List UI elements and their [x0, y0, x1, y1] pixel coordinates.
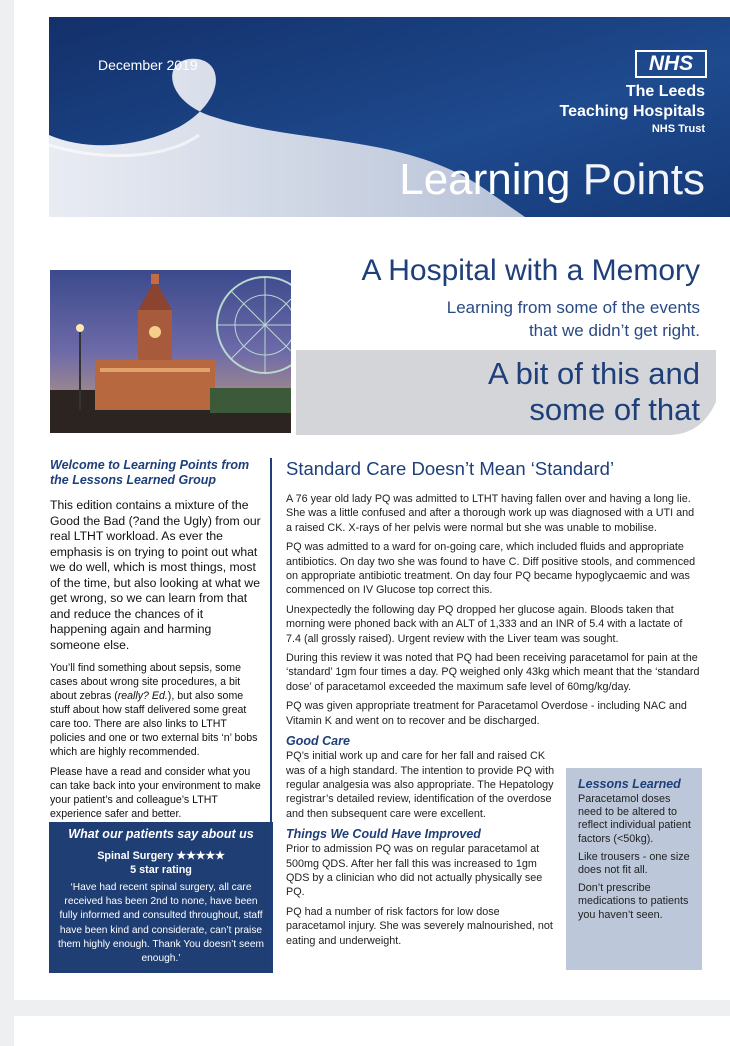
left-column: [50, 458, 262, 827]
newsletter-title: [399, 155, 705, 205]
improve-paragraph-2: PQ had a number of risk factors for low dose paracetamol injury. She was severely malnourished, not eating and underweight.: [286, 905, 553, 947]
lesson-3: Don’t prescribe medications to patients you haven’t seen.: [578, 882, 689, 921]
contents-text-a: You’ll find something about sepsis, some cases about wrong site procedures, a bit about zebras (: [50, 662, 241, 702]
next-page-edge: [14, 1016, 730, 1046]
issue-date: December 2019: [98, 57, 198, 73]
editor-aside: really? Ed.: [117, 690, 168, 702]
patient-feedback-heading: What our patients say about us: [68, 827, 254, 841]
trust-name-line1: The Leeds: [625, 83, 705, 100]
memory-subtitle-line2: that we didn’t get right.: [528, 321, 700, 340]
article-paragraph-4: During this review it was noted that PQ had been receiving paracetamol for pain at the ‘standard’ 1gm four times a day. PQ weighed only 43kg which meant that the ‘standard dose’ of paracetamol exceeded the maximum safe level of 60mg/kg/day.: [286, 652, 700, 693]
title-light: Points: [570, 155, 705, 204]
article-paragraph-3: Unexpectedly the following day PQ dropped her glucose again. Bloods taken that morning were phoned back with an ALT of 1,333 and an INR of 5.4 with a lactate of 7.4 (all grossly raised). Urgent review with the Liver team was sought.: [286, 603, 683, 645]
article-heading: Standard Care Doesn’t Mean ‘Standard’: [286, 458, 615, 479]
improve-paragraph-1: Prior to admission PQ was on regular paracetamol at 500mg QDS. After her fall this was increased to 1gm QDS by a clinician who did not actually physically see PQ.: [286, 843, 543, 899]
patient-feedback-specialty: Spinal Surgery ★★★★★: [97, 850, 225, 862]
town-hall-photo: [50, 270, 291, 433]
section-heading-memory: A Hospital with a Memory: [361, 254, 700, 287]
lessons-learned-box: [566, 768, 702, 970]
call-to-action-paragraph: Please have a read and consider what you can take back into your environment to make your patient’s and colleague’s LTHT experience safer and better.: [50, 766, 261, 820]
trust-name-line3: NHS Trust: [651, 123, 705, 135]
welcome-heading: Welcome to Learning Points from the Lessons Learned Group: [50, 458, 250, 487]
article-paragraph-1: A 76 year old lady PQ was admitted to LTHT having fallen over and having a long lie. She was a little confused and after a thorough work up was diagnosed with a UTI and a raised CK. X-rays of her pelvis were normal but she was unable to mobilise.: [286, 493, 695, 534]
contents-paragraph: [50, 661, 262, 759]
good-care-paragraph: PQ’s initial work up and care for her fall and raised CK was of a high standard. The intention to provide PQ with regular analgesia was also appropriate. The Hepatology registrar’s detailed review, identification of the overdose and then subsequent care were excellent.: [286, 750, 555, 820]
header-banner: [49, 17, 730, 217]
patient-feedback-quote: ‘Have had recent spinal surgery, all care received has been 2nd to none, have been fully informed and consulted throughout, staff have been kind and considerate, can’t praise them highly enough. Thank You doesn’t seem enough.’: [58, 882, 264, 965]
intro-paragraph: This edition contains a mixture of the Good the Bad (?and the Ugly) from our real LTHT workload. As ever the emphasis is on trying to point out what we do well, which is most things, most of the time, but also looking at what we get wrong, so we can learn from that and reduce the chances of it happening again and harming someone else.: [50, 498, 261, 652]
contents-text-b: ), but also some stuff about how staff delivered some great care too. There are also links to LTHT policies and one or two external bits ‘n’ bobs which are highly recommended.: [50, 690, 258, 758]
column-divider: [270, 458, 272, 970]
patient-feedback-box: [49, 822, 273, 973]
newsletter-page: [14, 0, 730, 1000]
lessons-heading: Lessons Learned: [578, 777, 681, 791]
patient-feedback-rating: 5 star rating: [130, 864, 192, 876]
good-care-heading: Good Care: [286, 734, 350, 749]
trust-name-line2: Teaching Hospitals: [559, 103, 705, 120]
edition-theme-line2: some of that: [529, 392, 700, 427]
improve-heading: Things We Could Have Improved: [286, 827, 481, 842]
lesson-1: Paracetamol doses need to be altered to reflect individual patient factors (<50kg).: [578, 793, 691, 845]
memory-subtitle-line1: Learning from some of the events: [446, 298, 700, 317]
article-paragraph-5: PQ was given appropriate treatment for Paracetamol Overdose - including NAC and Vitamin K and went on to recover and be discharged.: [286, 700, 687, 727]
edition-theme-line1: A bit of this and: [488, 356, 700, 391]
title-bold: Learning: [399, 155, 571, 204]
nhs-logo: NHS: [635, 50, 707, 78]
lesson-2: Like trousers - one size does not fit all.: [578, 850, 690, 877]
article-paragraph-2: PQ was admitted to a ward for on-going care, which included fluids and appropriate antibiotics. On day two she was found to have C. Diff positive stools, and commenced on appropriate antibiotic treatment. On day four PQ became hypoglycaemic and was commenced on IV Glucose top correct this.: [286, 541, 696, 597]
